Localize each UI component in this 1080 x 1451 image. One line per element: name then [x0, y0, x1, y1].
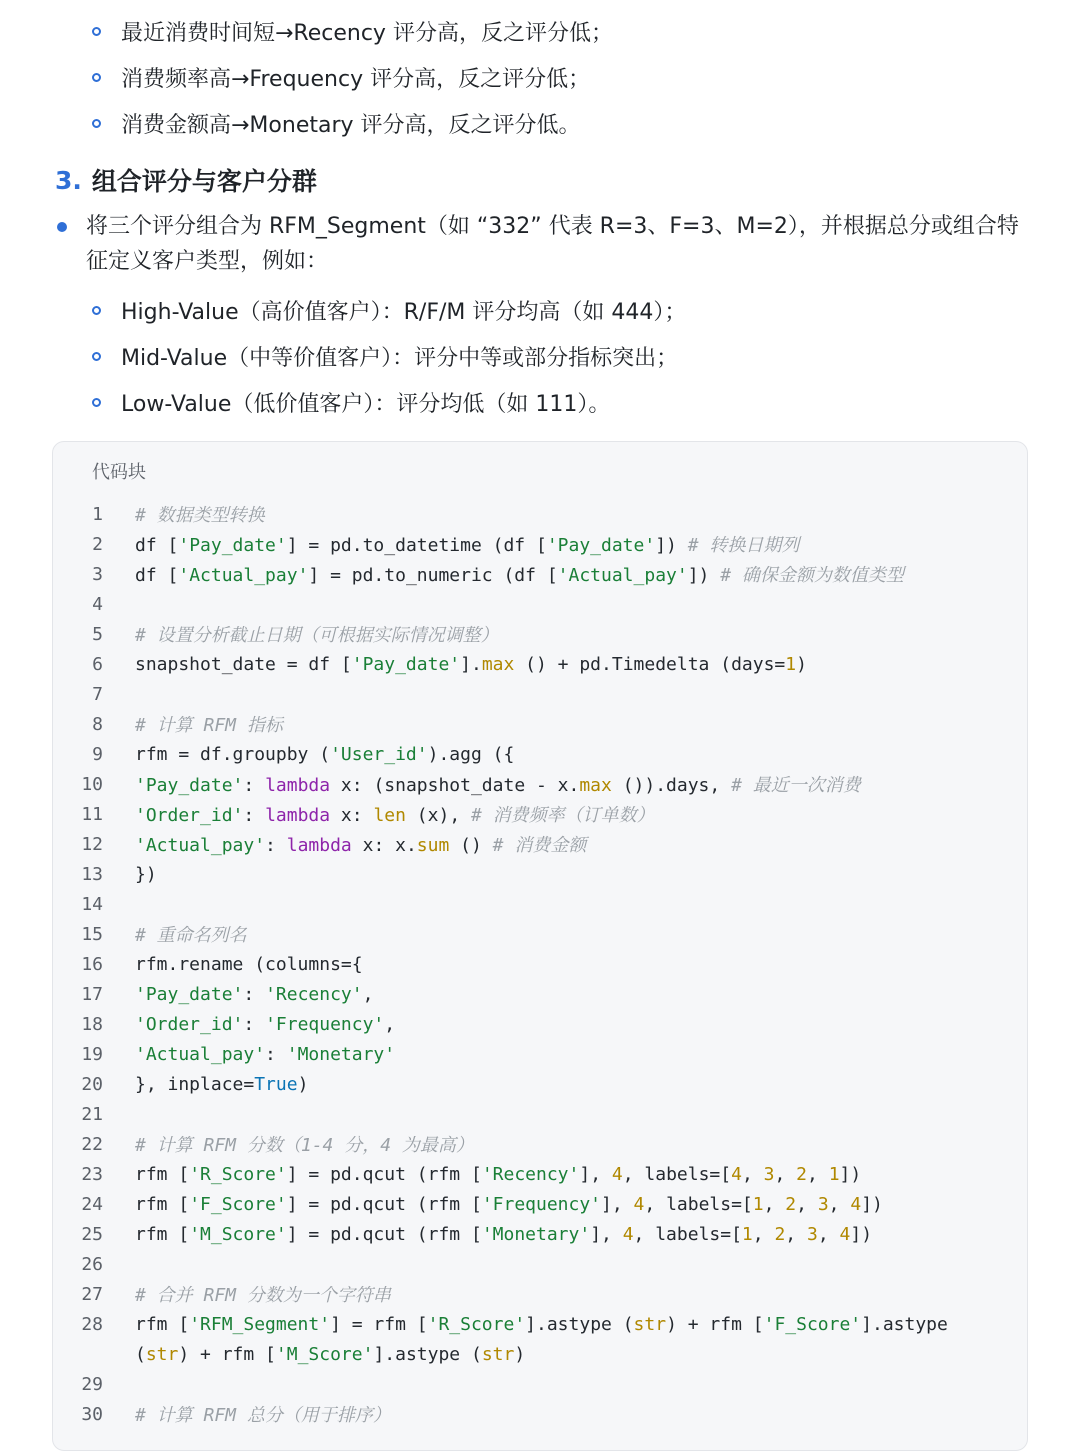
- code-line: [53, 589, 1027, 619]
- code-text: rfm ['RFM_Segment'] = rfm ['R_Score'].astype (str) + rfm ['F_Score'].astype: [135, 1313, 948, 1335]
- code-text: 'Actual_pay': lambda x: x.sum () # 消费金额: [135, 835, 587, 856]
- code-text: # 计算 RFM 分数（1-4 分，4 为最高）: [135, 1135, 474, 1156]
- line-number: 13: [81, 863, 103, 885]
- code-text: rfm ['R_Score'] = pd.qcut (rfm ['Recency'], 4, labels=[4, 3, 2, 1]): [135, 1163, 862, 1185]
- line-number: 20: [81, 1073, 103, 1095]
- code-text: 'Actual_pay': 'Monetary': [135, 1043, 396, 1065]
- code-line: [53, 979, 1027, 1009]
- line-number: 23: [81, 1163, 103, 1185]
- code-line: [53, 559, 1027, 589]
- hollow-bullet-icon: [92, 352, 101, 361]
- code-line: [53, 1189, 1027, 1219]
- code-line: [53, 679, 1027, 709]
- line-number: 6: [92, 653, 103, 675]
- code-line: [53, 649, 1027, 679]
- code-text: rfm ['F_Score'] = pd.qcut (rfm ['Frequency'], 4, labels=[1, 2, 3, 4]): [135, 1193, 883, 1215]
- line-number: 26: [81, 1253, 103, 1275]
- code-line: [53, 619, 1027, 649]
- hollow-bullet-icon: [92, 73, 101, 82]
- section-title: 组合评分与客户分群: [91, 167, 317, 196]
- code-text: 'Order_id': lambda x: len (x), # 消费频率（订单数）: [135, 805, 655, 826]
- line-number: 15: [81, 923, 103, 945]
- line-number: 30: [81, 1403, 103, 1425]
- code-text: 'Pay_date': lambda x: (snapshot_date - x.max ()).days, # 最近一次消费: [135, 775, 861, 796]
- code-text: rfm.rename (columns={: [135, 953, 363, 975]
- list-item-text: 消费频率高→Frequency 评分高，反之评分低；: [121, 66, 591, 92]
- code-line: [53, 709, 1027, 739]
- code-line: [53, 1039, 1027, 1069]
- code-text: df ['Pay_date'] = pd.to_datetime (df ['Pay_date']) # 转换日期列: [135, 535, 800, 556]
- filled-bullet-icon: [57, 222, 67, 232]
- code-text: rfm = df.groupby ('User_id').agg ({: [135, 743, 515, 765]
- line-number: 21: [81, 1103, 103, 1125]
- code-text: 'Order_id': 'Frequency',: [135, 1013, 396, 1035]
- line-number: 25: [81, 1223, 103, 1245]
- code-text: snapshot_date = df ['Pay_date'].max () + pd.Timedelta (days=1): [135, 653, 807, 675]
- list-item: [90, 379, 610, 425]
- code-line: [53, 1249, 1027, 1279]
- line-number: 8: [92, 713, 103, 735]
- line-number: 2: [92, 533, 103, 555]
- code-line: [53, 799, 1027, 829]
- line-number: 1: [92, 503, 103, 525]
- code-text: rfm ['M_Score'] = pd.qcut (rfm ['Monetary'], 4, labels=[1, 2, 3, 4]): [135, 1223, 873, 1245]
- hollow-bullet-icon: [92, 398, 101, 407]
- code-text: # 计算 RFM 总分（用于排序）: [135, 1405, 391, 1426]
- code-line: [53, 1009, 1027, 1039]
- bullet-paragraph: 将三个评分组合为 RFM_Segment（如 “332” 代表 R=3、F=3、M=2），并根据总分或组合特征定义客户类型，例如：: [86, 214, 1019, 274]
- code-text: # 合并 RFM 分数为一个字符串: [135, 1285, 391, 1306]
- code-line: [53, 499, 1027, 529]
- list-item-text: 消费金额高→Monetary 评分高，反之评分低。: [121, 112, 581, 138]
- code-line: [53, 529, 1027, 559]
- line-number: 22: [81, 1133, 103, 1155]
- code-line: [53, 919, 1027, 949]
- code-text: # 设置分析截止日期（可根据实际情况调整）: [135, 625, 499, 646]
- hollow-bullet-icon: [92, 119, 101, 128]
- line-number: 14: [81, 893, 103, 915]
- code-text: (str) + rfm ['M_Score'].astype (str): [135, 1343, 526, 1365]
- code-block[interactable]: [52, 441, 1028, 1451]
- code-text: # 重命名列名: [135, 925, 247, 946]
- code-text: # 数据类型转换: [135, 505, 265, 526]
- code-line: [53, 739, 1027, 769]
- line-number: 27: [81, 1283, 103, 1305]
- line-number: 5: [92, 623, 103, 645]
- list-item: [90, 333, 678, 379]
- code-line: [53, 1219, 1027, 1249]
- code-text: 'Pay_date': 'Recency',: [135, 983, 374, 1005]
- code-line: [53, 1129, 1027, 1159]
- code-line: [53, 949, 1027, 979]
- list-item: [90, 100, 581, 146]
- list-item-text: High-Value（高价值客户）：R/F/M 评分均高（如 444）；: [121, 299, 687, 325]
- code-lines: [53, 499, 1027, 1429]
- code-line: [53, 769, 1027, 799]
- code-line: [53, 1309, 1027, 1339]
- line-number: 10: [81, 773, 103, 795]
- line-number: 7: [92, 683, 103, 705]
- line-number: 24: [81, 1193, 103, 1215]
- hollow-bullet-icon: [92, 27, 101, 36]
- code-line: [53, 889, 1027, 919]
- code-line: [53, 829, 1027, 859]
- code-line: [53, 1159, 1027, 1189]
- code-line: [53, 1399, 1027, 1429]
- list-item: [90, 54, 590, 100]
- code-text: df ['Actual_pay'] = pd.to_numeric (df ['Actual_pay']) # 确保金额为数值类型: [135, 565, 904, 586]
- code-line: [53, 1369, 1027, 1399]
- line-number: 16: [81, 953, 103, 975]
- code-line: [53, 1279, 1027, 1309]
- line-number: 29: [81, 1373, 103, 1395]
- code-line: [53, 1339, 1027, 1369]
- code-text: # 计算 RFM 指标: [135, 715, 283, 736]
- section-heading: [55, 162, 317, 198]
- code-line: [53, 1069, 1027, 1099]
- code-block-title: 代码块: [92, 462, 146, 483]
- line-number: 19: [81, 1043, 103, 1065]
- code-line: [53, 859, 1027, 889]
- line-number: 28: [81, 1313, 103, 1335]
- line-number: 11: [81, 803, 103, 825]
- line-number: 4: [92, 593, 103, 615]
- hollow-bullet-icon: [92, 306, 101, 315]
- code-text: }, inplace=True): [135, 1073, 309, 1095]
- line-number: 18: [81, 1013, 103, 1035]
- line-number: 17: [81, 983, 103, 1005]
- code-line: [53, 1099, 1027, 1129]
- line-number: 9: [92, 743, 103, 765]
- section-number: 3.: [55, 165, 82, 195]
- code-text: }): [135, 863, 157, 885]
- list-item-text: Low-Value（低价值客户）：评分均低（如 111）。: [121, 391, 611, 417]
- list-item-text: Mid-Value（中等价值客户）：评分中等或部分指标突出；: [121, 345, 679, 371]
- line-number: 12: [81, 833, 103, 855]
- list-item-text: 最近消费时间短→Recency 评分高，反之评分低；: [121, 20, 613, 46]
- list-item: [90, 8, 613, 54]
- line-number: 3: [92, 563, 103, 585]
- list-item: [90, 287, 686, 333]
